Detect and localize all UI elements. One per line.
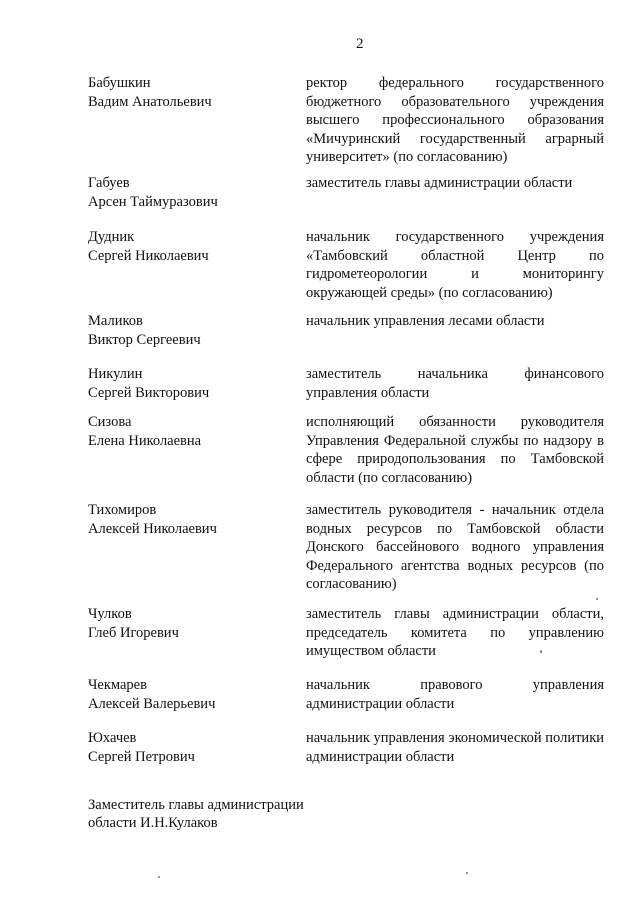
member-name (88, 312, 288, 350)
member-surname: Тихомиров (88, 502, 157, 518)
member-name (88, 676, 288, 714)
member-given-names: Вадим Анатольевич (88, 94, 212, 110)
member-surname: Бабушкин (88, 75, 151, 91)
member-given-names: Глеб Игоревич (88, 625, 179, 641)
member-name (88, 365, 288, 403)
signature-line: Заместитель главы администрации (88, 797, 304, 813)
scan-speck (466, 872, 468, 874)
member-position: заместитель начальника финансового управления области (306, 366, 604, 401)
member-surname: Чулков (88, 606, 132, 622)
member-position: начальник управления экономической политики администрации области (306, 730, 604, 765)
member-surname: Юхачев (88, 730, 137, 746)
member-position: начальник управления лесами области (306, 313, 545, 329)
member-surname: Габуев (88, 175, 130, 191)
member-position: ректор федерального государственного бюджетного образовательного учреждения высшего профессионального образования «Мичуринский государственный аграрный университет» (по согласованию) (306, 75, 604, 165)
member-position: заместитель руководителя - начальник отдела водных ресурсов по Тамбовской области Донского бассейнового водного управления Федерального агентства водных ресурсов (по согласованию) (306, 502, 604, 592)
member-given-names: Сергей Петрович (88, 749, 195, 765)
member-position: начальник государственного учреждения «Тамбовский областной Центр по гидрометеорологии и мониторингу окружающей среды» (по согласованию) (306, 229, 604, 301)
member-given-names: Арсен Таймуразович (88, 194, 218, 210)
member-position: заместитель главы администрации области, председатель комитета по управлению имуществом области (306, 606, 604, 659)
member-name (88, 413, 288, 451)
member-given-names: Елена Николаевна (88, 433, 202, 449)
member-given-names: Сергей Викторович (88, 385, 210, 401)
member-name (88, 605, 288, 643)
member-position: исполняющий обязанности руководителя Управления Федеральной службы по надзору в сфере природопользования по Тамбовской области (по согласованию) (306, 414, 604, 486)
member-name (88, 228, 288, 266)
signature-line: области И.Н.Кулаков (88, 815, 218, 831)
scan-speck (540, 650, 542, 653)
member-name (88, 174, 288, 212)
member-name (88, 74, 288, 112)
member-given-names: Сергей Николаевич (88, 248, 209, 264)
scan-speck (158, 876, 160, 878)
member-given-names: Алексей Николаевич (88, 521, 217, 537)
member-position: начальник правового управления администрации области (306, 677, 604, 712)
page-number: 2 (356, 36, 364, 52)
member-position: заместитель главы администрации области (306, 175, 573, 191)
member-given-names: Алексей Валерьевич (88, 696, 216, 712)
member-surname: Никулин (88, 366, 143, 382)
member-surname: Сизова (88, 414, 132, 430)
member-surname: Чекмарев (88, 677, 147, 693)
scan-speck (596, 598, 598, 600)
signature-block (88, 796, 304, 832)
member-given-names: Виктор Сергеевич (88, 332, 201, 348)
member-surname: Маликов (88, 313, 143, 329)
member-name (88, 501, 288, 539)
member-name (88, 729, 288, 767)
member-surname: Дудник (88, 229, 135, 245)
